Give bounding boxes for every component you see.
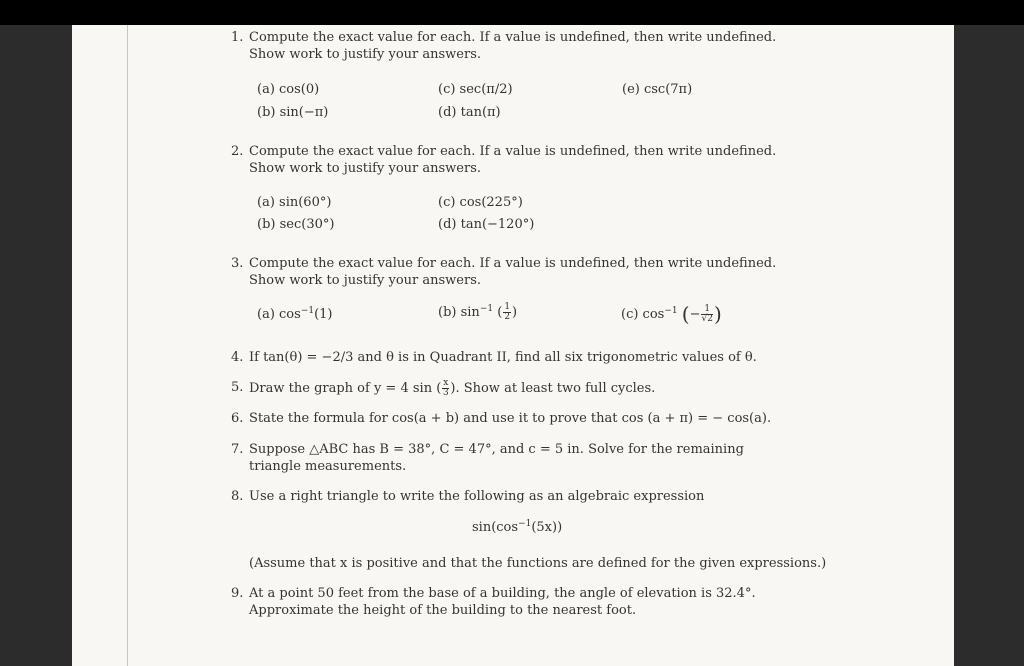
p1-part-c: (c) sec(π/2) — [438, 82, 513, 97]
problem-text: Compute the exact value for each. If a value is undefined, then write undefined. Show work to justify your answers. — [249, 144, 777, 176]
problem-text: Use a right triangle to write the following as an algebraic expression — [249, 489, 705, 504]
p1-part-b: (b) sin(−π) — [257, 105, 329, 120]
p3-part-b: (b) $\sin^{-1}$ ( $\frac{1}{2}$ ) — [438, 302, 518, 322]
problem-2 — [231, 143, 791, 177]
argument: (1) — [314, 307, 333, 322]
problem-number: 1. — [231, 30, 244, 45]
problem-text: At a point 50 feet from the base of a building, the angle of elevation is 32.4°. Approximate the height of the building to the nearest foot. — [249, 586, 756, 618]
p3-part-c: (c) $\cos^{-1}$ (− $\frac{1}{√2}$ ) — [621, 302, 722, 326]
inverse-exponent: −1 — [664, 306, 678, 316]
func-label: (c) cos — [621, 307, 665, 322]
p2-part-a: (a) sin(60°) — [257, 195, 332, 210]
problem-text: If tan(θ) = −2/3 and θ is in Quadrant II, find all six trigonometric values of θ. — [249, 350, 757, 365]
problem-number: 4. — [231, 350, 244, 365]
problem-number: 2. — [231, 144, 244, 159]
problem-8 — [231, 488, 791, 505]
worksheet-page — [72, 25, 954, 666]
problem-number: 7. — [231, 442, 244, 457]
p2-part-d: (d) tan(−120°) — [438, 217, 535, 232]
problem-5 — [231, 379, 791, 398]
problem-number: 5. — [231, 380, 244, 395]
top-bar — [0, 0, 1024, 25]
problem-number: 9. — [231, 586, 244, 601]
problem-text: State the formula for cos(a + b) and use it to prove that cos (a + π) = − cos(a). — [249, 411, 772, 426]
p2-part-b: (b) sec(30°) — [257, 217, 335, 232]
p2-part-c: (c) cos(225°) — [438, 195, 523, 210]
problem-4 — [231, 349, 791, 366]
fraction: $\frac{x}{3}$ — [442, 378, 449, 398]
margin-line — [127, 25, 128, 666]
inverse-exponent: −1 — [300, 306, 315, 316]
p8-expression: $\sin(\cos^{-1}(5x))$ — [472, 519, 563, 535]
problem-text: Suppose △ABC has B = 38°, C = 47°, and c = 5 in. Solve for the remaining triangle measurements. — [249, 442, 744, 474]
p1-part-a: (a) cos(0) — [257, 82, 320, 97]
problem-7 — [231, 441, 791, 475]
fraction: $\frac{1}{√2}$ — [701, 304, 713, 324]
func-label: (b) sin — [438, 305, 480, 320]
inverse-exponent: −1 — [479, 304, 494, 314]
p1-part-d: (d) tan(π) — [438, 105, 501, 120]
problem-1 — [231, 29, 791, 63]
problem-text: Draw the graph of y = 4 sin ( $\frac{x}{3}$ ). Show at least two full cycles. — [249, 378, 656, 398]
p8-note: (Assume that x is positive and that the functions are defined for the given expressions.) — [249, 556, 827, 571]
problem-6 — [231, 410, 791, 427]
fraction: $\frac{1}{2}$ — [504, 302, 511, 322]
p3-part-a — [257, 306, 333, 323]
problem-number: 6. — [231, 411, 244, 426]
problem-number: 8. — [231, 489, 244, 504]
func-label: (a) cos — [257, 307, 301, 322]
problem-text: Compute the exact value for each. If a value is undefined, then write undefined. Show work to justify your answers. — [249, 256, 777, 288]
problem-9 — [231, 585, 791, 619]
problem-number: 3. — [231, 256, 244, 271]
p1-part-e: (e) csc(7π) — [622, 82, 693, 97]
problem-text: Compute the exact value for each. If a value is undefined, then write undefined. Show work to justify your answers. — [249, 30, 777, 62]
problem-3 — [231, 255, 791, 289]
